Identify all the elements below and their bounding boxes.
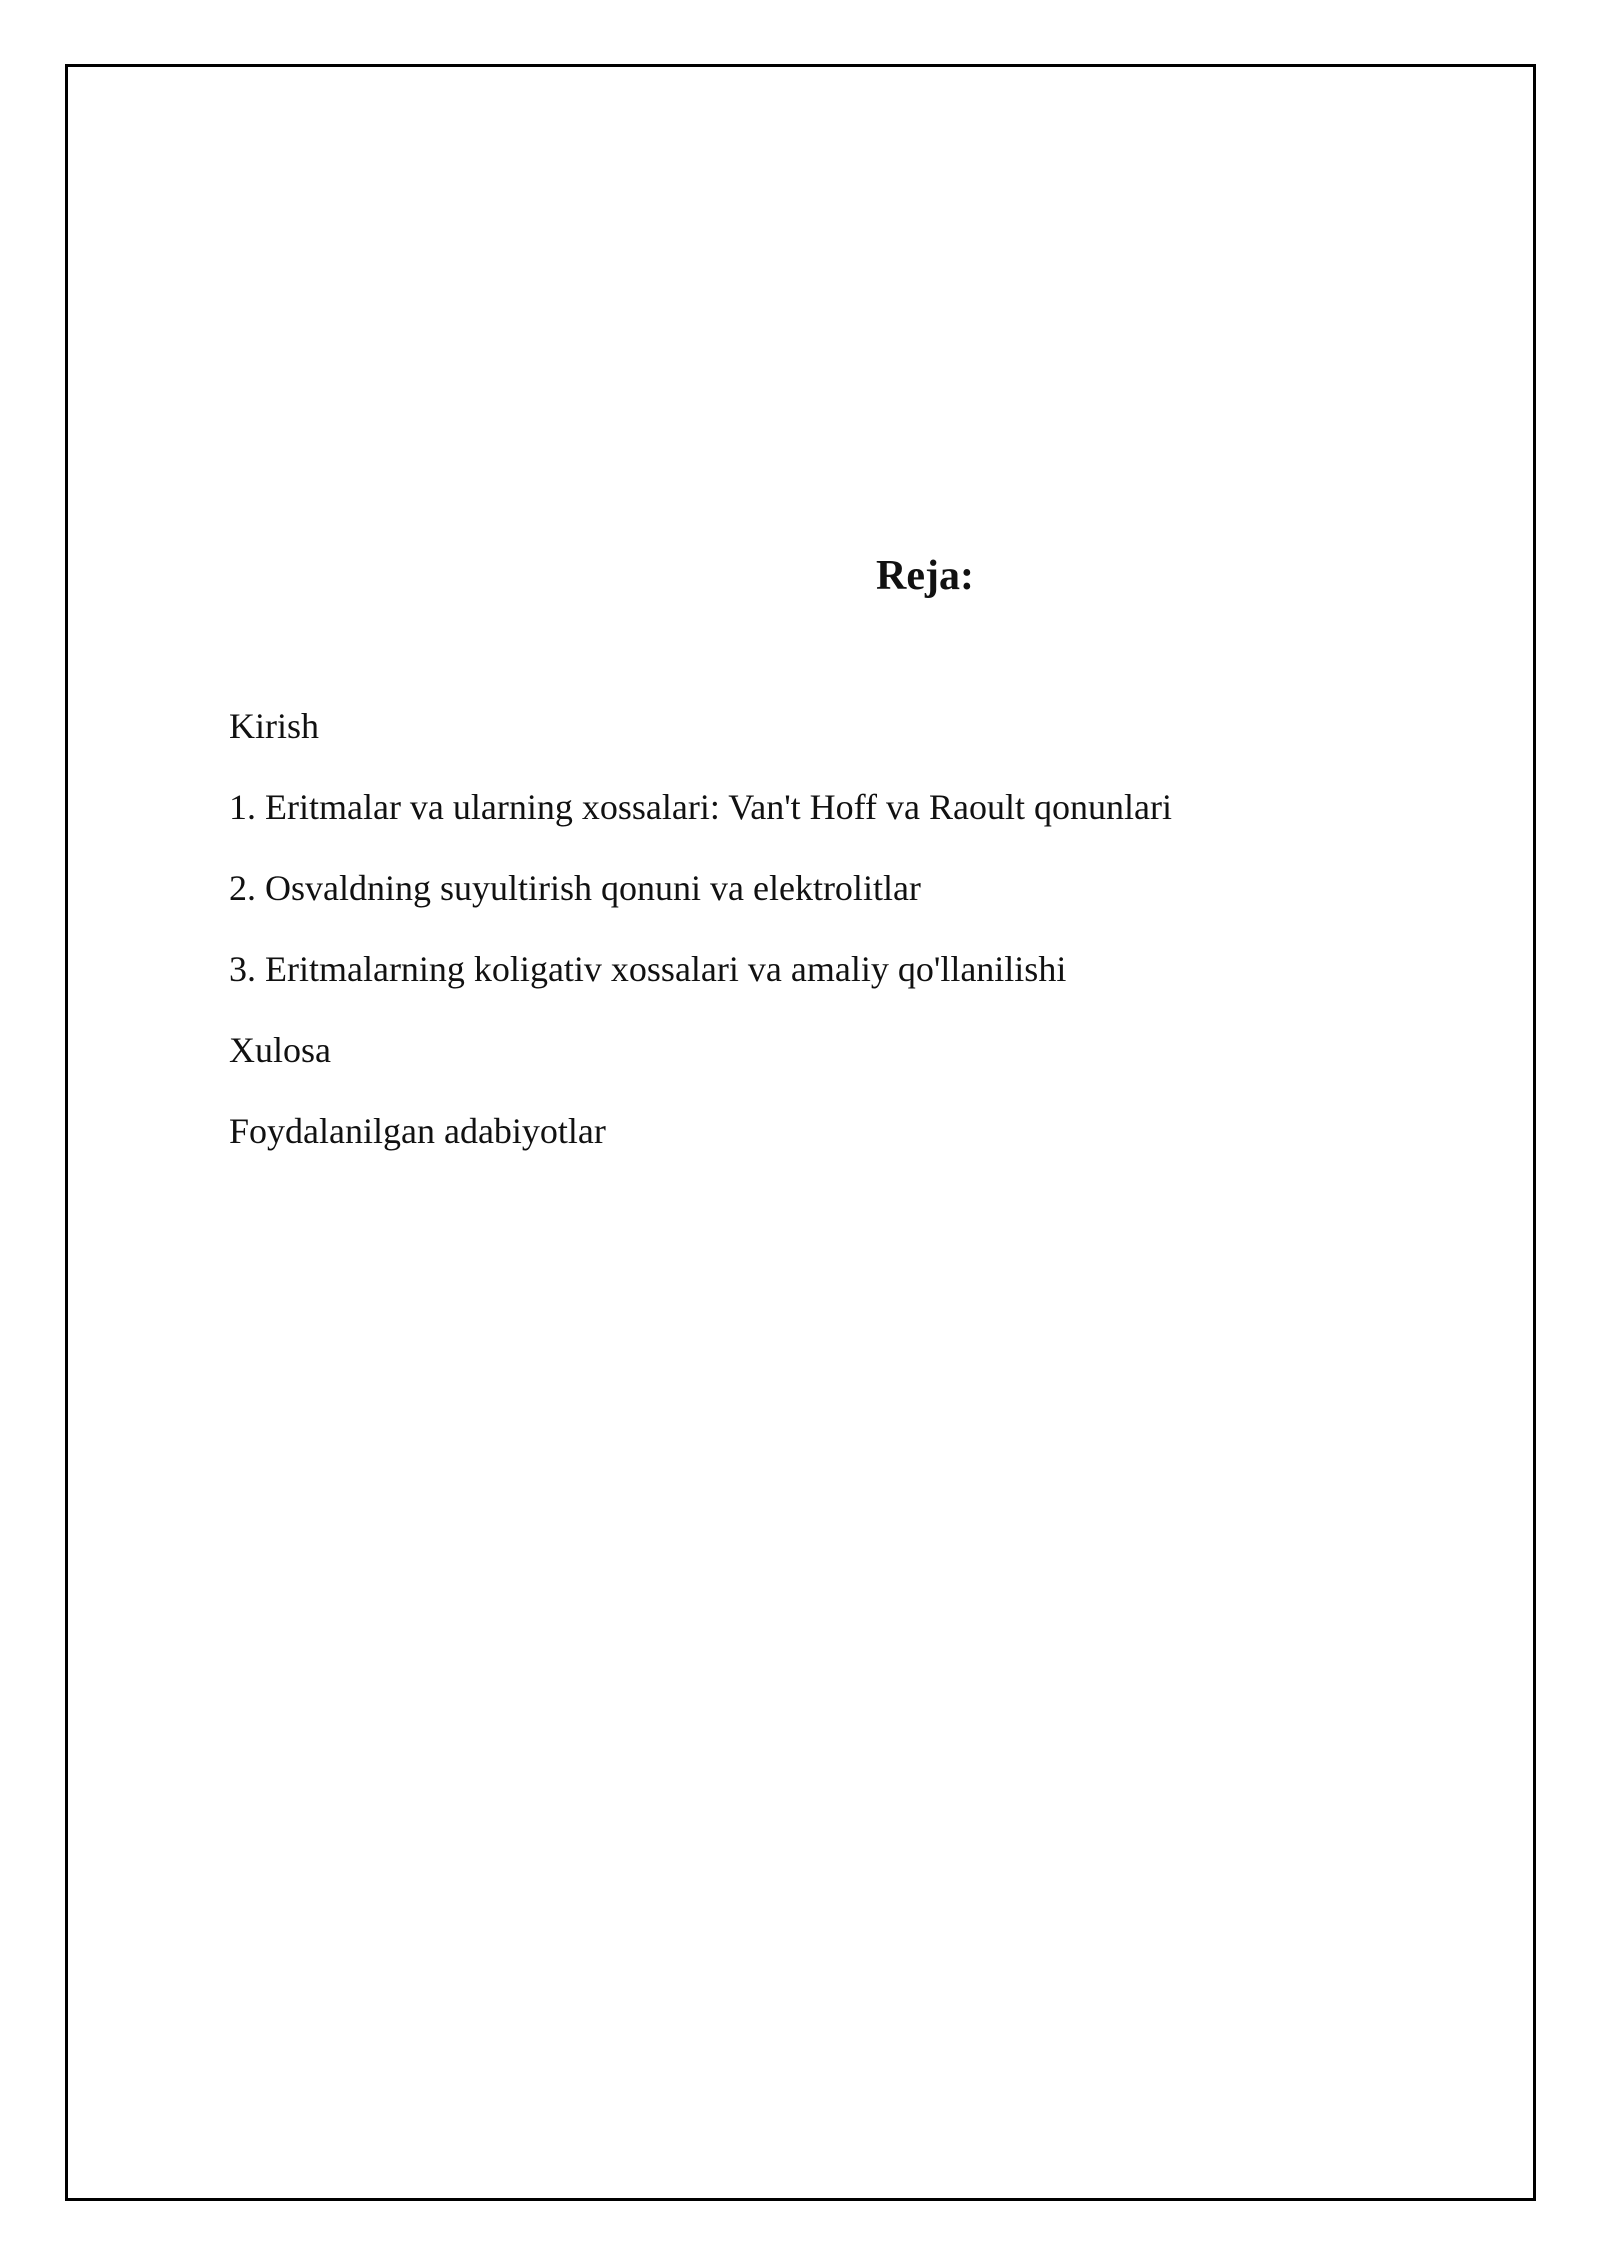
plan-item-conclusion: Xulosa (229, 1030, 331, 1070)
plan-item-2: 2. Osvaldning suyultirish qonuni va elektrolitlar (229, 868, 921, 908)
plan-item-1: 1. Eritmalar va ularning xossalari: Van't Hoff va Raoult qonunlari (229, 787, 1172, 827)
plan-item-3: 3. Eritmalarning koligativ xossalari va amaliy qo'llanilishi (229, 949, 1067, 989)
plan-list (229, 702, 1172, 1188)
plan-item-introduction: Kirish (229, 706, 319, 746)
plan-item-references: Foydalanilgan adabiyotlar (229, 1111, 606, 1151)
plan-title: Reja: (876, 553, 974, 599)
